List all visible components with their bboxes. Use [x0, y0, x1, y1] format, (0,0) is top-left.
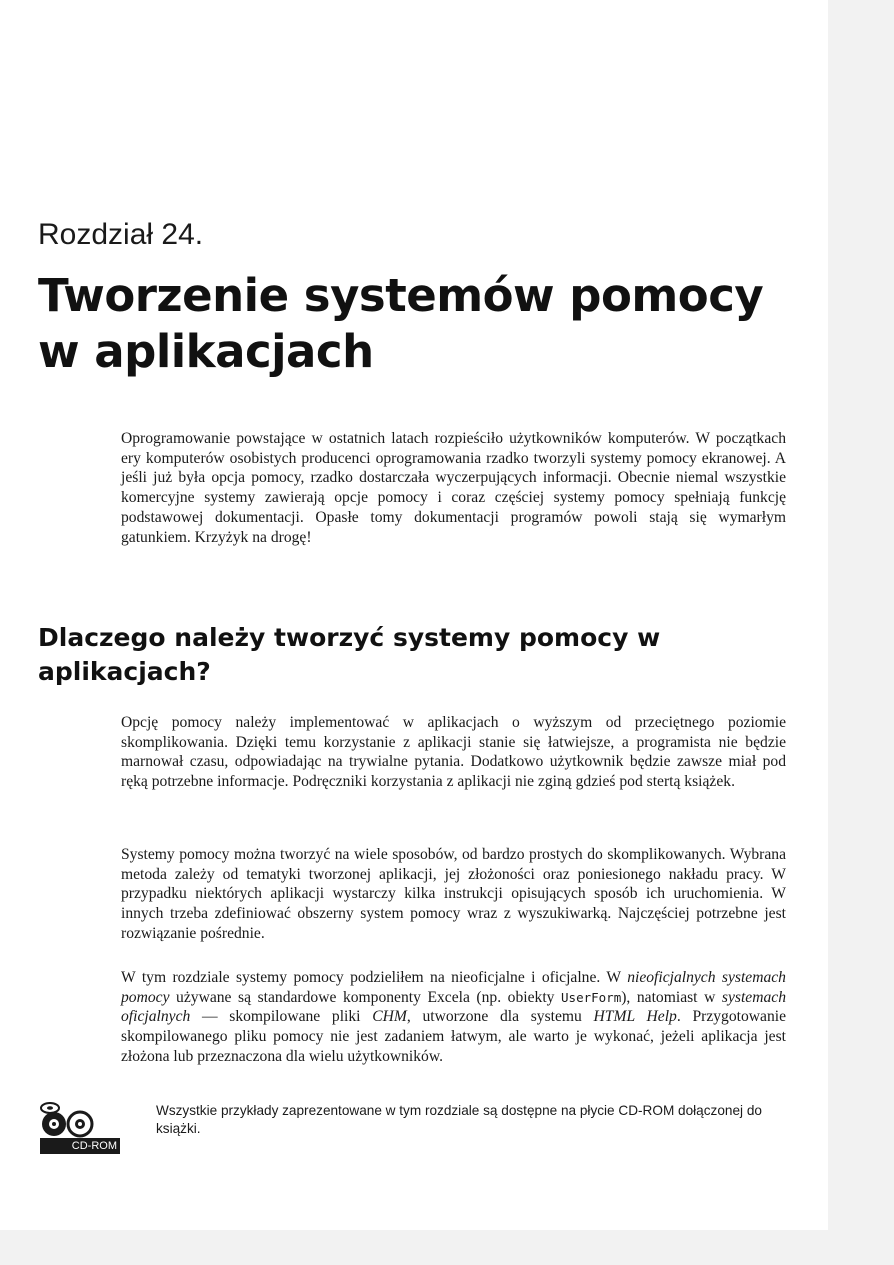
section-paragraph-1: Opcję pomocy należy implementować w aplikacjach o wyższym od przeciętnego poziomie skomplikowania. Dzięki temu korzystanie z aplikacji stanie się łatwiejsze, a programista nie będzie marnował czasu, odpowiadając na trywialne pytania. Dodatkowo użytkownik będzie zawsze miał pod ręką potrzebne informacje. Podręczniki korzystania z aplikacji nie zginą gdzieś pod stertą książek. [121, 714, 786, 791]
text-run: W tym rozdziale systemy pomocy podzieliłem na nieoficjalne i oficjalne. W [121, 969, 628, 986]
text-run: , utworzone dla systemu [406, 1008, 594, 1026]
cd-rom-note: Wszystkie przykłady zaprezentowane w tym rozdziale są dostępne na płycie CD-ROM dołączonej do książki. [156, 1103, 762, 1136]
code-term: UserForm [561, 989, 622, 1005]
chapter-title: Tworzenie systemów pomocy w aplikacjach [38, 269, 764, 378]
italic-term: systemach oficjalnych [121, 988, 786, 1026]
text-run: . Przygotowanie skompilowanego pliku pomocy nie jest zadaniem łatwym, ale warto je wykonać, jeżeli aplikacja jest złożona lub przeznaczona dla wielu użytkowników. [121, 1008, 786, 1065]
cd-rom-badge [40, 1102, 120, 1154]
italic-term: CHM [372, 1008, 407, 1026]
text-run: używane są standardowe komponenty Excela (np. obiekty [169, 988, 562, 1006]
cd-rom-icon [40, 1102, 120, 1140]
italic-term: HTML Help [593, 1008, 677, 1026]
section-paragraph-3 [121, 968, 786, 1067]
italic-term: nieoficjalnych systemach pomocy [121, 969, 786, 1006]
chapter-number: Rozdział 24. [38, 218, 204, 251]
cd-rom-label: CD-ROM [40, 1138, 120, 1154]
section-heading: Dlaczego należy tworzyć systemy pomocy w aplikacjach? [38, 623, 661, 686]
section-paragraph-2: Systemy pomocy można tworzyć na wiele sposobów, od bardzo prostych do skomplikowanych. Wybrana metoda zależy od tematyki tworzonej aplikacji, jej złożoności oraz poniesionego nakładu pracy. W przypadku niektórych aplikacji wystarczy kilka instrukcji opisujących sposób ich uruchomienia. W innych trzeba zdefiniować obszerny system pomocy wraz z wyszukiwarką. Najczęściej potrzebne jest rozwiązanie pośrednie. [121, 846, 786, 942]
intro-paragraph: Oprogramowanie powstające w ostatnich latach rozpieściło użytkowników komputerów. W początkach ery komputerów osobistych producenci oprogramowania rzadko tworzyli systemy pomocy ekranowej. A jeśli już była opcja pomocy, rzadko dostarczała wyczerpujących informacji. Obecnie niemal wszystkie komercyjne systemy zawierają opcje pomocy i coraz częściej systemy pomocy spełniają funkcję podstawowej dokumentacji. Opasłe tomy dokumentacji programów powoli stają się wymarłym gatunkiem. Krzyżyk na drogę! [121, 430, 786, 546]
text-run: — skompilowane pliki [190, 1008, 373, 1026]
text-run: ), natomiast w [621, 988, 722, 1006]
